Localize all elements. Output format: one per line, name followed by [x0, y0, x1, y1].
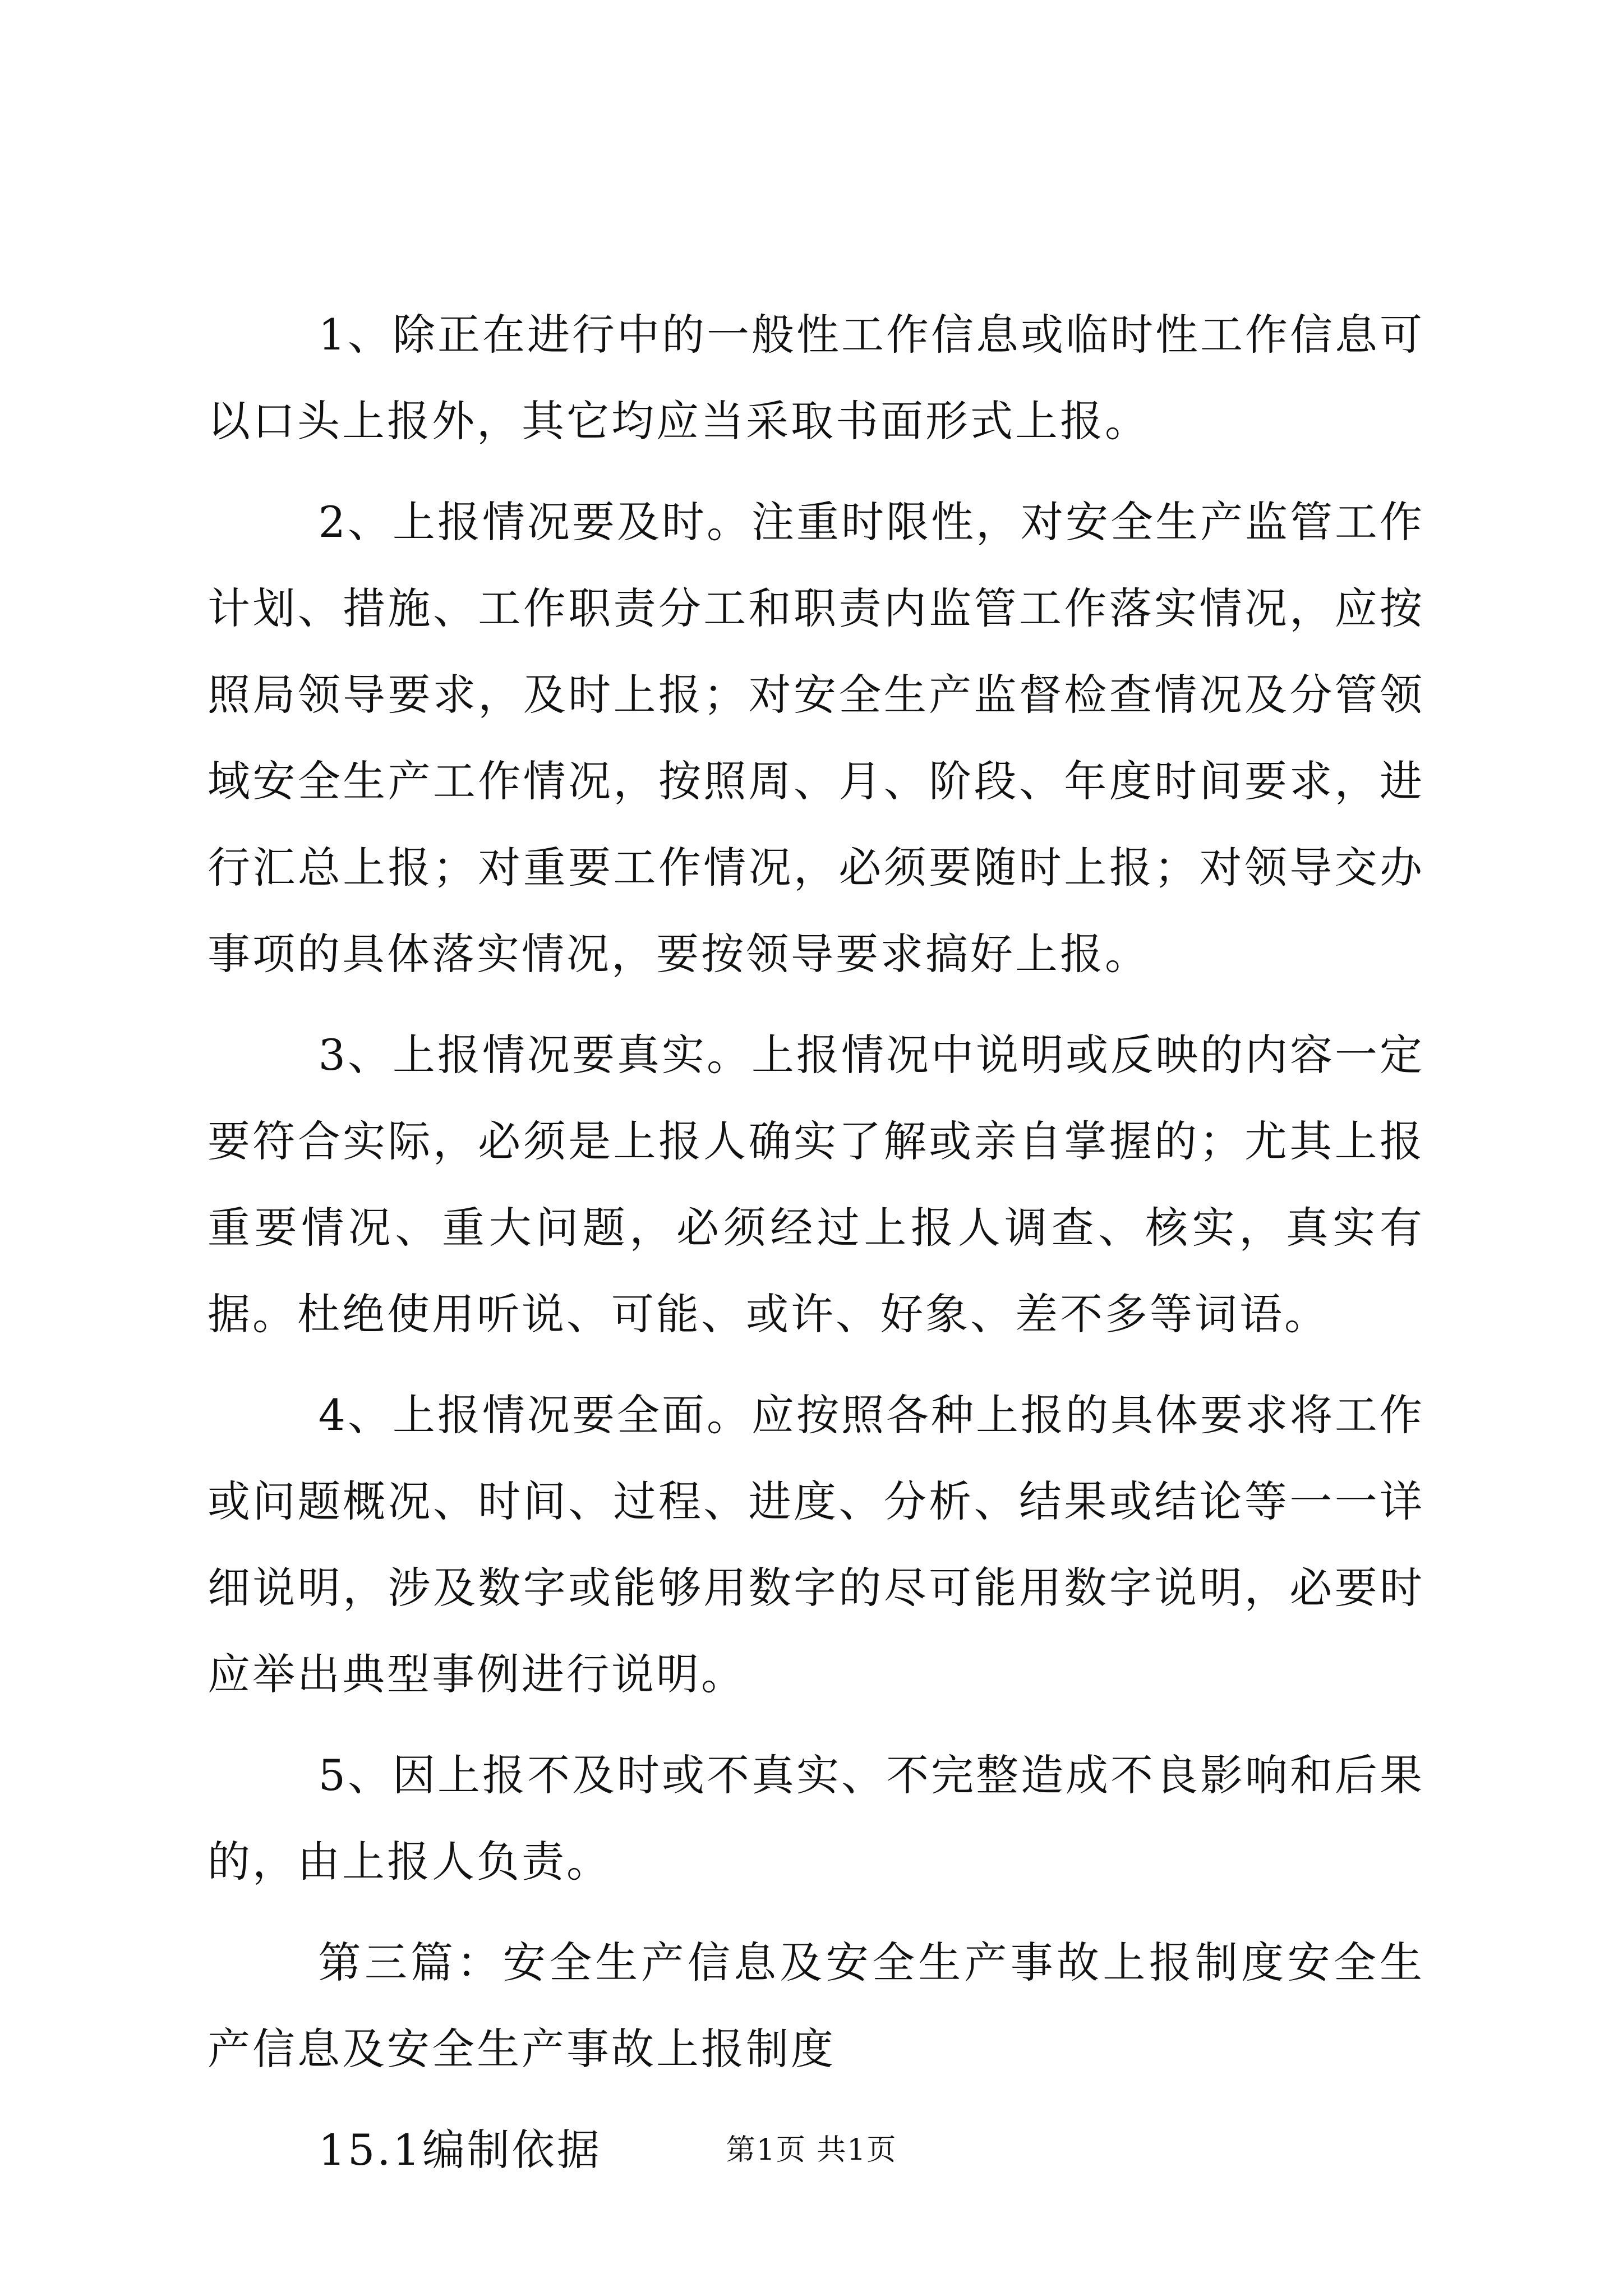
paragraph-completeness: 4、上报情况要全面。应按照各种上报的具体要求将工作或问题概况、时间、过程、进度、分析、结果或结论等一一详细说明，涉及数字或能够用数字的尽可能用数字说明，必要时应举出典型事例进行说明。: [208, 1390, 1424, 1699]
paragraph-authenticity: 3、上报情况要真实。上报情况中说明或反映的内容一定要符合实际，必须是上报人确实了解或亲自掌握的；尤其上报重要情况、重大问题，必须经过上报人调查、核实，真实有据。杜绝使用听说、可能、或许、好象、差不多等词语。: [208, 1030, 1424, 1339]
section-heading-part-three: 第三篇：安全生产信息及安全生产事故上报制度安全生产信息及安全生产事故上报制度: [208, 1938, 1424, 2074]
paragraph-responsibility: 5、因上报不及时或不真实、不完整造成不良影响和后果的，由上报人负责。: [208, 1750, 1424, 1887]
document-body: [208, 292, 1424, 2208]
page-number-footer: 第1页 共1页: [726, 2133, 897, 2167]
paragraph-reporting-format: 1、除正在进行中的一般性工作信息或临时性工作信息可以口头上报外，其它均应当采取书面形式上报。: [208, 310, 1424, 446]
paragraph-timeliness: 2、上报情况要及时。注重时限性，对安全生产监管工作计划、措施、工作职责分工和职责内监管工作落实情况，应按照局领导要求，及时上报；对安全生产监督检查情况及分管领域安全生产工作情况，按照周、月、阶段、年度时间要求，进行汇总上报；对重要工作情况，必须要随时上报；对领导交办事项的具体落实情况，要按领导要求搞好上报。: [208, 497, 1424, 979]
section-heading-15-1: 15.1编制依据: [318, 2125, 602, 2175]
